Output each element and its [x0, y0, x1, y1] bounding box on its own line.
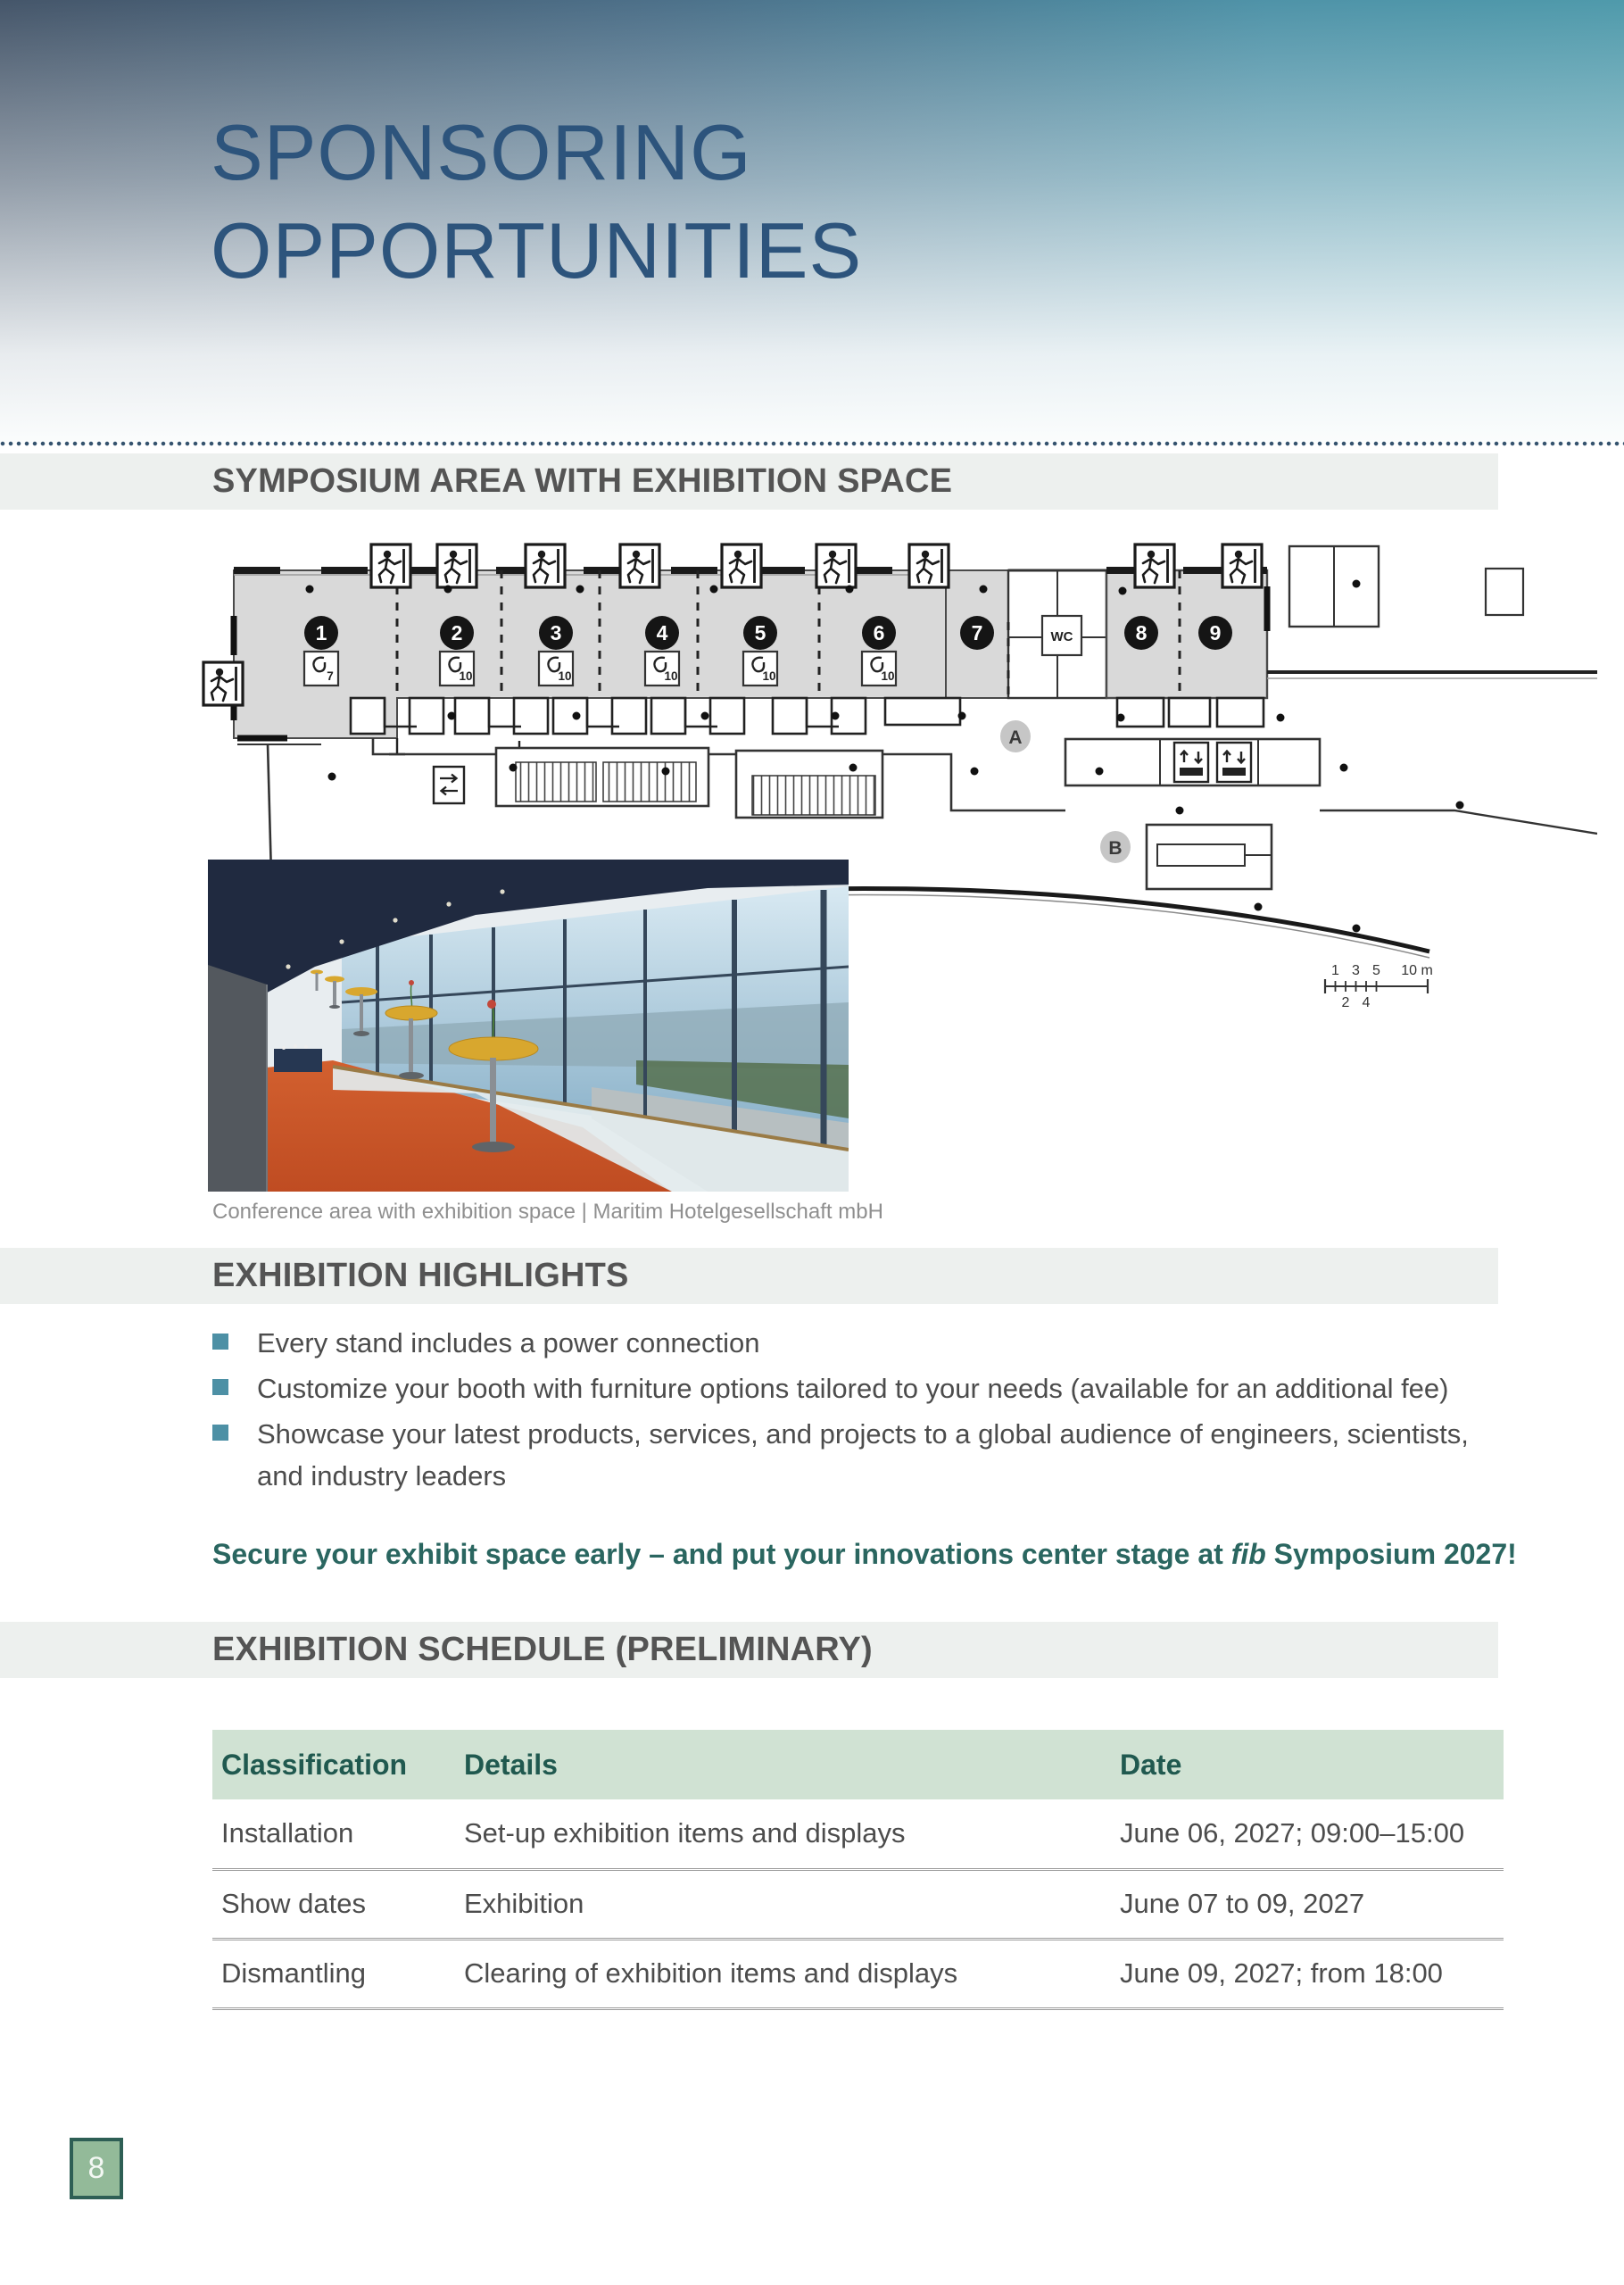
highlight-item [212, 1322, 1479, 1364]
cell-date: June 06, 2027; 09:00–15:00 [1111, 1799, 1504, 1869]
svg-text:2: 2 [1341, 995, 1350, 1010]
bullet-square-icon [212, 1425, 228, 1441]
hook-icon [304, 652, 338, 686]
exit-icon [909, 544, 949, 587]
highlight-item [212, 1413, 1479, 1497]
hook-icon [862, 652, 896, 686]
exit-icon [816, 544, 856, 587]
conference-photo [208, 860, 849, 1192]
col-header-classification: Classification [212, 1730, 455, 1799]
bullet-square-icon [212, 1334, 228, 1350]
svg-text:10: 10 [558, 669, 572, 683]
highlight-text: Every stand includes a power connection [257, 1327, 760, 1359]
exit-icon [371, 544, 410, 587]
svg-text:7: 7 [327, 669, 334, 683]
elevator-icon [1174, 743, 1208, 782]
highlight-text: Customize your booth with furniture options tailored to your needs (available for an additional fee) [257, 1373, 1449, 1404]
stand-9-number: 9 [1209, 621, 1222, 644]
stand-5-number: 5 [754, 621, 766, 644]
marker-b [1100, 831, 1131, 863]
stand-7-number: 7 [971, 621, 983, 644]
marker-a [1000, 720, 1031, 752]
table-row [212, 1939, 1504, 2008]
svg-text:5: 5 [1372, 963, 1380, 978]
page-title-line2: OPPORTUNITIES [211, 206, 863, 295]
section-header-highlights [0, 1248, 1498, 1304]
highlight-text: Showcase your latest products, services, and projects to a global audience of engineers, scientists, and industry leaders [257, 1418, 1469, 1491]
exit-icon [722, 544, 761, 587]
table-row [212, 1799, 1504, 1869]
exit-icon [1135, 544, 1174, 587]
fib-brand: fib [1230, 1538, 1266, 1570]
svg-text:B: B [1108, 838, 1123, 859]
cell-date: June 09, 2027; from 18:00 [1111, 1939, 1504, 2008]
stand-6-number: 6 [873, 621, 885, 644]
stairs [496, 748, 882, 818]
exit-icon [620, 544, 659, 587]
svg-text:10: 10 [762, 669, 776, 683]
table-header-row [212, 1730, 1504, 1799]
svg-text:10: 10 [459, 669, 473, 683]
page-number-badge [70, 2138, 123, 2199]
exit-icon [437, 544, 476, 587]
exhibition-schedule-table [212, 1730, 1504, 2010]
svg-text:10: 10 [664, 669, 678, 683]
exit-icon [1222, 544, 1262, 587]
elevator-block [1065, 739, 1320, 785]
stand-2-number: 2 [451, 621, 463, 644]
column [208, 965, 267, 1192]
page-title [211, 104, 862, 300]
escalator-icon [434, 767, 464, 803]
page-title-line1: SPONSORING [211, 108, 752, 196]
call-to-action [212, 1537, 1517, 1571]
stand-8-number: 8 [1135, 621, 1148, 644]
hook-icon [645, 652, 679, 686]
stand-3-number: 3 [550, 621, 562, 644]
cell-date: June 07 to 09, 2027 [1111, 1869, 1504, 1939]
dotted-separator [0, 441, 1624, 446]
svg-text:1: 1 [1331, 963, 1339, 978]
cta-text-end: Symposium 2027! [1265, 1538, 1517, 1570]
hook-icon [743, 652, 777, 686]
cell-classification: Show dates [212, 1869, 455, 1939]
section-header-schedule [0, 1622, 1498, 1678]
hero-banner [0, 0, 1624, 444]
cta-text: Secure your exhibit space early – and put your innovations center stage at [212, 1538, 1231, 1570]
wc-label: WC [1050, 629, 1073, 644]
col-header-details: Details [455, 1730, 1111, 1799]
exit-icon [203, 662, 243, 705]
hook-icon [440, 652, 474, 686]
bullet-square-icon [212, 1379, 228, 1395]
scale-bar [1325, 963, 1433, 1010]
photo-caption: Conference area with exhibition space | Maritim Hotelgesellschaft mbH [212, 1200, 883, 1224]
ramp-structure [1147, 825, 1272, 889]
highlights-list [212, 1322, 1479, 1500]
svg-text:A: A [1008, 727, 1023, 748]
highlight-item [212, 1367, 1479, 1409]
stand-1-number: 1 [315, 621, 327, 644]
stand-4-number: 4 [656, 621, 668, 644]
hook-icon [539, 652, 573, 686]
small-room [1486, 569, 1523, 615]
section-title: EXHIBITION SCHEDULE (PRELIMINARY) [212, 1631, 873, 1668]
cell-details: Clearing of exhibition items and displays [455, 1939, 1111, 2008]
section-header-symposium [0, 453, 1498, 510]
svg-text:10 m: 10 m [1401, 963, 1433, 978]
page-number: 8 [87, 2151, 105, 2185]
svg-text:10: 10 [881, 669, 895, 683]
elevator-icon [1217, 743, 1251, 782]
cell-classification: Dismantling [212, 1939, 455, 2008]
col-header-date: Date [1111, 1730, 1504, 1799]
cell-classification: Installation [212, 1799, 455, 1869]
svg-text:3: 3 [1352, 963, 1360, 978]
section-title: SYMPOSIUM AREA WITH EXHIBITION SPACE [212, 462, 953, 500]
svg-text:4: 4 [1362, 995, 1371, 1010]
cell-details: Set-up exhibition items and displays [455, 1799, 1111, 1869]
exit-icon [526, 544, 565, 587]
cell-details: Exhibition [455, 1869, 1111, 1939]
section-title: EXHIBITION HIGHLIGHTS [212, 1257, 629, 1294]
table-row [212, 1869, 1504, 1939]
